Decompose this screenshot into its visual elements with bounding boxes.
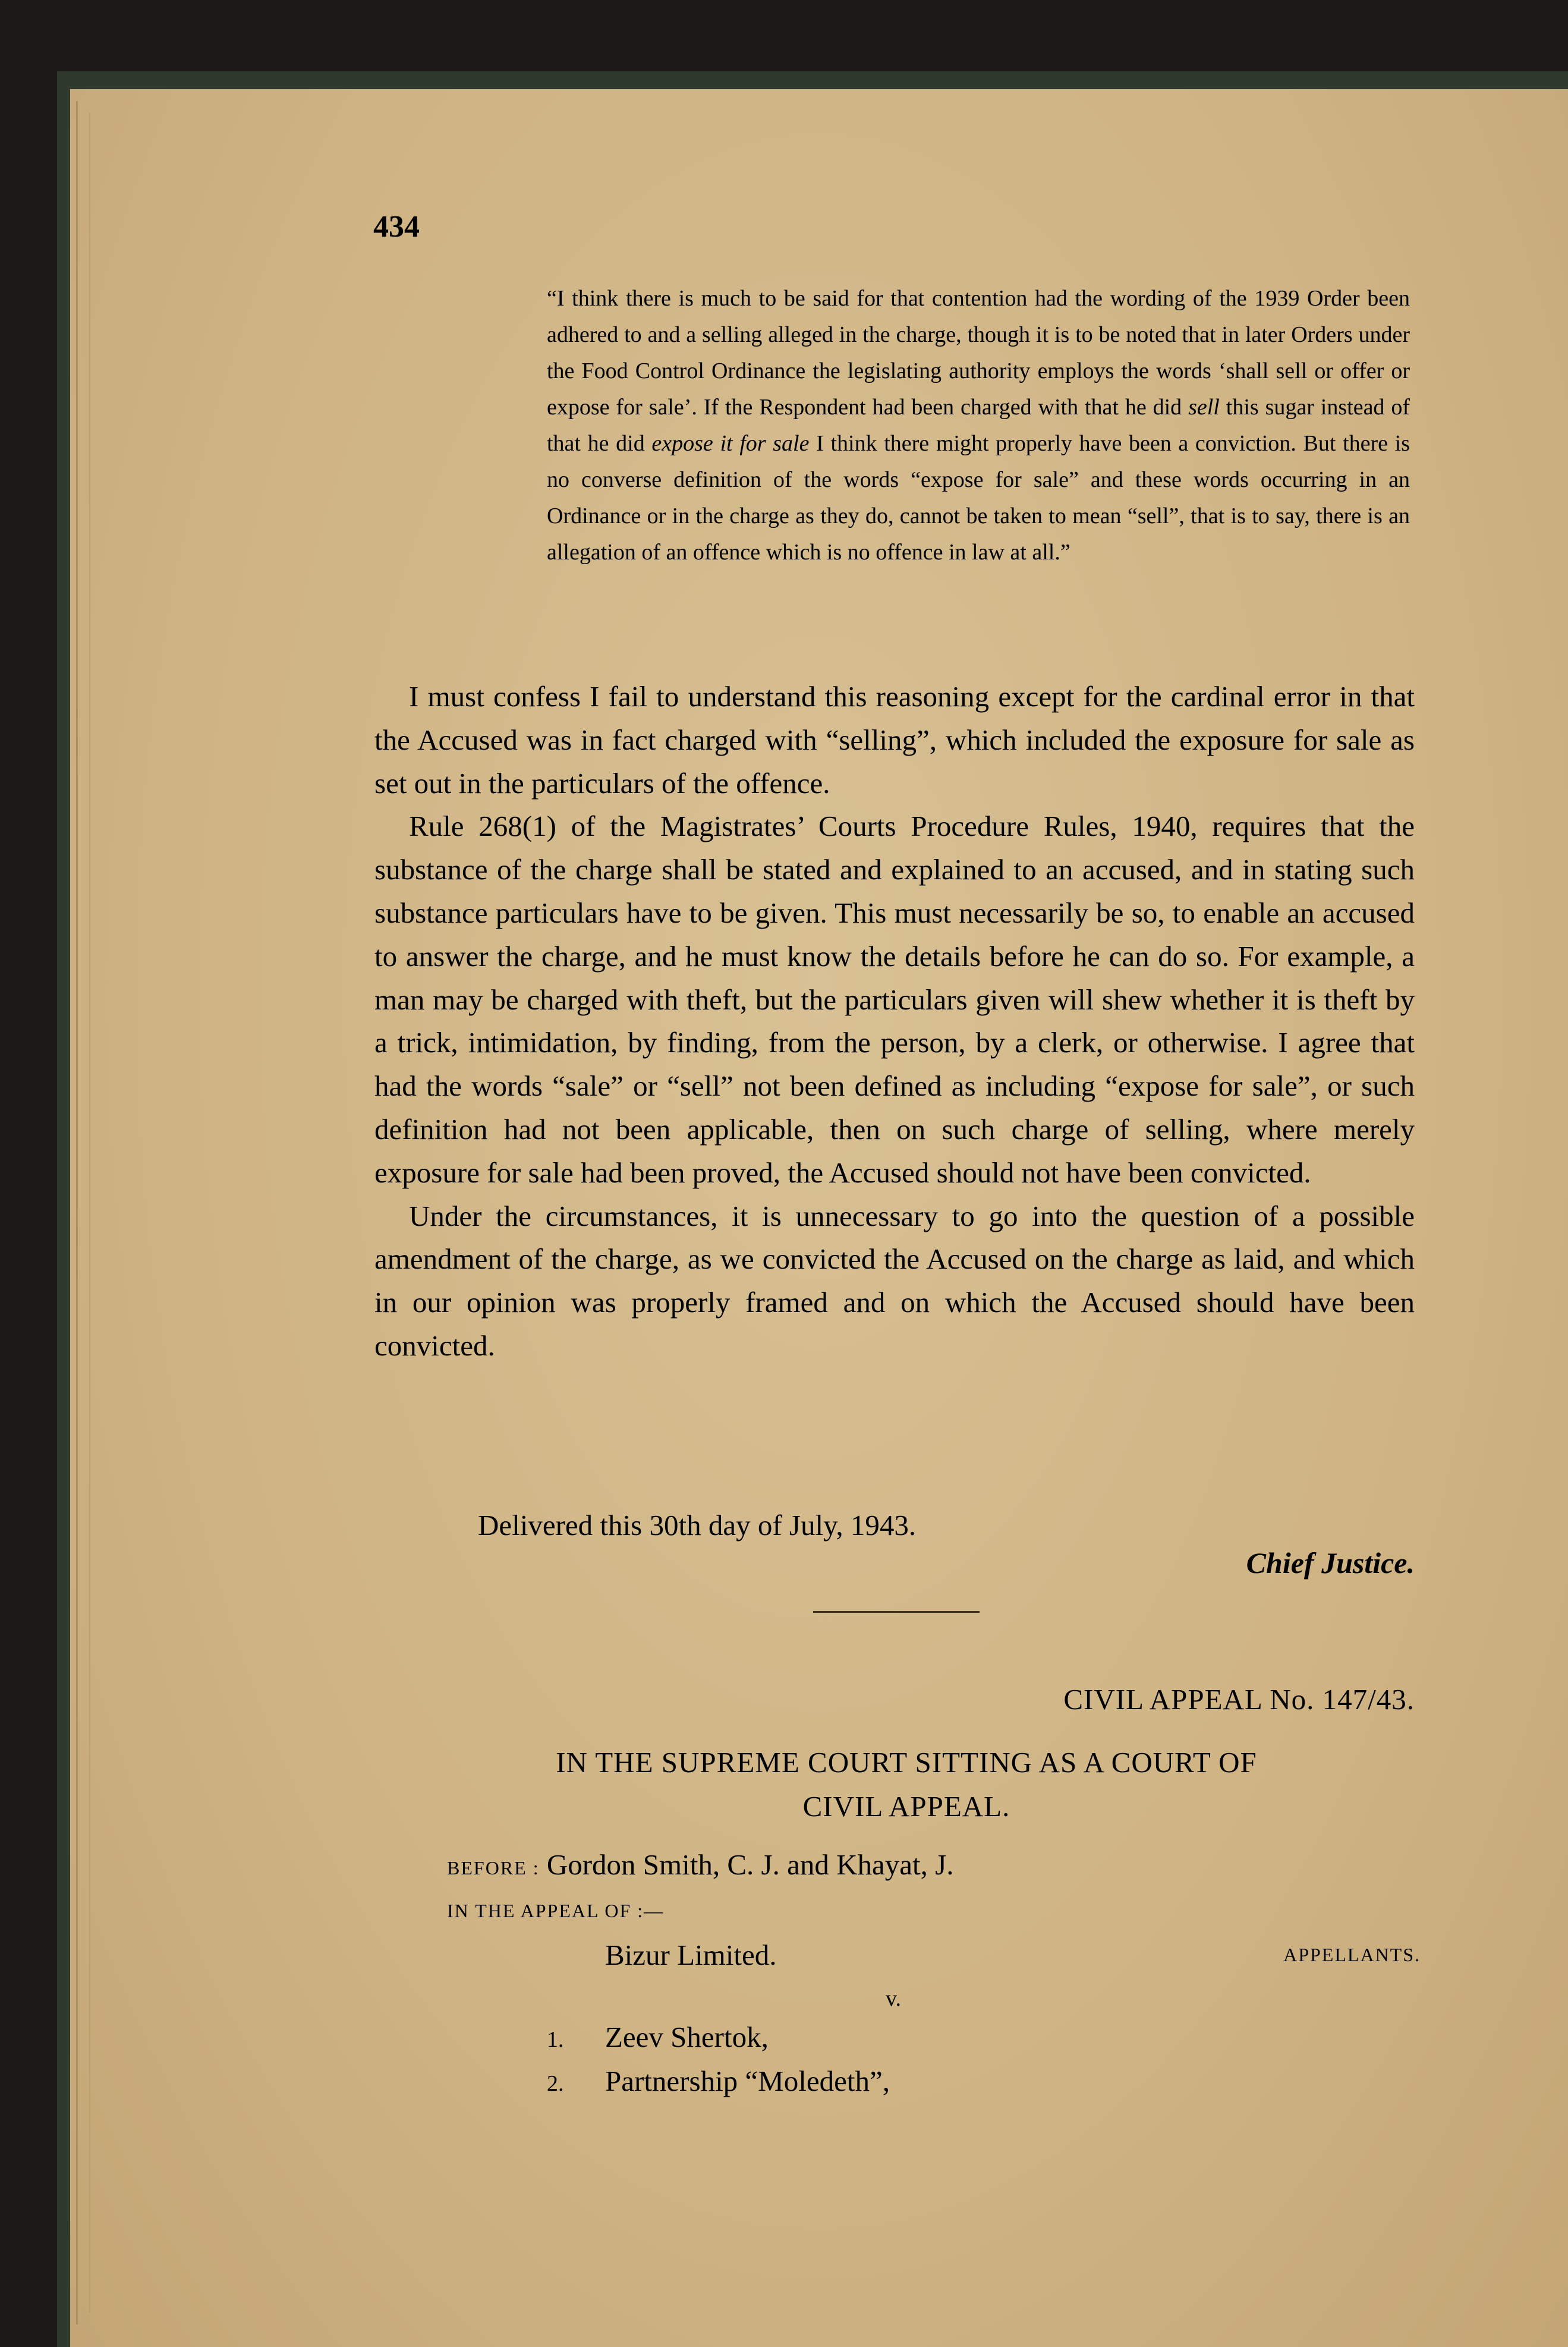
appeal-of-label: IN THE APPEAL OF :— (447, 1900, 665, 1921)
paragraph: I must confess I fail to understand this reasoning except for the cardinal error in that the Accused was in fact charged with “selling”, which included the exposure for sale as set out in the particulars of the offence. (374, 680, 1415, 800)
respondent-item: 1. Zeev Shertok, (547, 2021, 769, 2053)
italic-phrase: expose it for sale (651, 431, 810, 456)
court-heading: IN THE SUPREME COURT SITTING AS A COURT OF CIVIL APPEAL. (556, 1746, 1257, 1823)
respondent-item: 2. Partnership “Moledeth”, (547, 2065, 890, 2097)
page-number: 434 (373, 210, 420, 244)
section-divider (813, 1611, 980, 1613)
before-line (447, 1848, 953, 1882)
case-number: CIVIL APPEAL No. 147/43. (1063, 1683, 1415, 1716)
before-label: BEFORE : (447, 1857, 540, 1879)
page-edge (89, 113, 90, 2313)
appellants-label: APPELLANTS. (1283, 1944, 1421, 1965)
page-edge (76, 101, 78, 2324)
judges: Gordon Smith, C. J. and Khayat, J. (546, 1848, 954, 1881)
judgment-text (374, 675, 1415, 1368)
delivery-date: Delivered this 30th day of July, 1943. (478, 1509, 917, 1541)
quoted-passage: “I think there is much to be said for that contention had the wording of the 1939 Order been adhered to and a selling alleged in the charge, though it is to be noted that in later Orders under the Food Control Ordinance the legislating authority employs the words ‘shall sell or offer or expose for sale’. If the Respondent had been charged with that he did sell this sugar instead of that he did expose it for sale I think there might properly have been a conviction. But there is no converse definition of the words “expose for sale” and these words occurring in an Ordinance or in the charge as they do, cannot be taken to mean “sell”, that is to say, there is an allegation of an offence which is no offence in law at all.” (547, 286, 1410, 565)
appellant-name: Bizur Limited. (605, 1939, 777, 1971)
paragraph: Rule 268(1) of the Magistrates’ Courts Procedure Rules, 1940, requires that the substance of the charge shall be stated and explained to an accused, and in stating such substance particulars have to be given. This must necessarily be so, to enable an accused to answer the charge, and he must know the details before he can do so. For example, a man may be charged with theft, but the particulars given will shew whether it is theft by a trick, intimidation, by finding, from the person, by a clerk, or otherwise. I agree that had the words “sale” or “sell” not been defined as including “expose for sale”, or such definition had not been applicable, then on such charge of selling, where merely exposure for sale had been proved, the Accused should not have been convicted. (374, 810, 1415, 1189)
italic-word: sell (1188, 395, 1220, 420)
versus: v. (886, 1986, 902, 2011)
signature: Chief Justice. (1246, 1546, 1415, 1580)
paragraph: Under the circumstances, it is unnecessary to go into the question of a possible amendment of the charge, as we convicted the Accused on the charge as laid, and which in our opinion was properly framed and on which the Accused should have been convicted. (374, 1199, 1415, 1362)
